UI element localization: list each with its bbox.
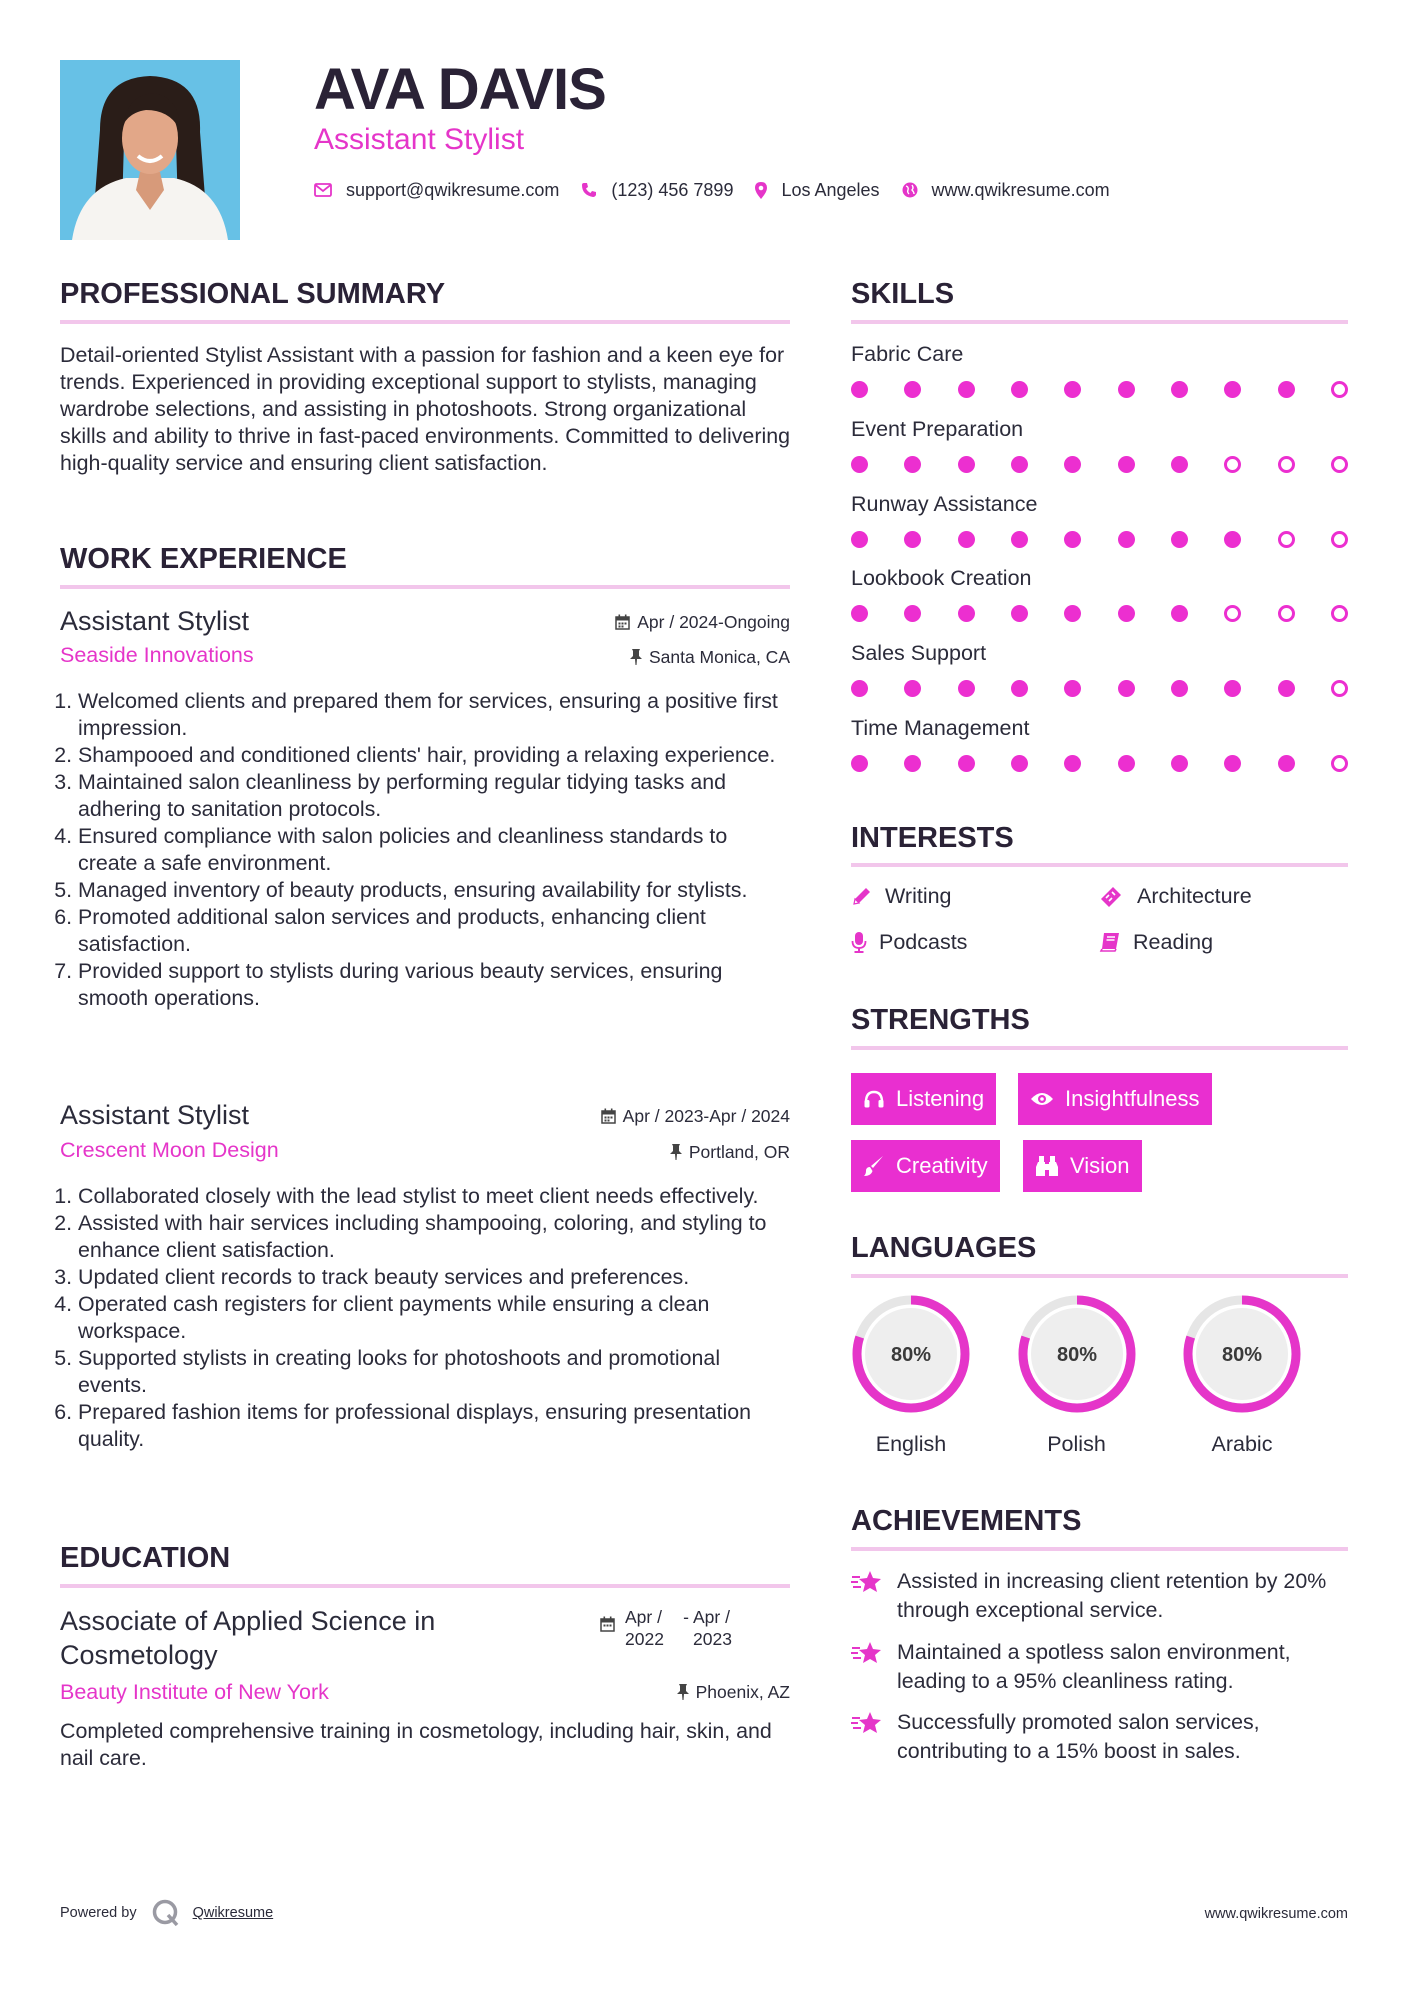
job-location-text: Portland, OR (688, 1142, 790, 1162)
rating-dot-filled (851, 531, 868, 548)
interest-label: Podcasts (879, 930, 968, 954)
interest-item-architecture (1099, 882, 1252, 910)
duty-item: 7. Provided support to stylists during various beauty services, ensuring smooth operations. (78, 958, 790, 1012)
rating-dot-filled (1278, 755, 1295, 772)
duty-item: 3. Maintained salon cleanliness by performing regular tidying tasks and adhering to sanitation protocols. (78, 769, 790, 823)
rating-dot-filled (1171, 680, 1188, 697)
contact-location (755, 180, 879, 201)
book-icon (1099, 931, 1121, 953)
rating-dot-empty (1331, 680, 1348, 697)
rating-dot-filled (1118, 456, 1135, 473)
duty-item: 6. Promoted additional salon services and products, enhancing client satisfaction. (78, 904, 790, 958)
education-heading: EDUCATION (60, 1542, 231, 1574)
rating-dot-filled (1011, 531, 1028, 548)
duty-item: 2. Shampooed and conditioned clients' hair, providing a relaxing experience. (78, 742, 790, 769)
paint-brush-icon (863, 1155, 885, 1177)
calendar-icon (600, 1616, 615, 1632)
job-dates (615, 610, 790, 634)
rating-dot-empty (1331, 531, 1348, 548)
strength-label: Listening (896, 1086, 985, 1111)
language-ring (1181, 1293, 1303, 1415)
language-ring (1016, 1293, 1138, 1415)
contact-location-text: Los Angeles (781, 179, 880, 200)
rating-dot-filled (1011, 605, 1028, 622)
summary-heading: PROFESSIONAL SUMMARY (60, 278, 446, 310)
languages-list (850, 1293, 1347, 1463)
rating-dot-filled (1011, 456, 1028, 473)
rating-dot-empty (1278, 456, 1295, 473)
interests-divider (851, 863, 1348, 867)
globe-icon (902, 182, 918, 198)
skill-row (851, 714, 1348, 772)
skill-rating (851, 680, 1348, 697)
rating-dot-filled (1118, 531, 1135, 548)
duty-item: 5. Managed inventory of beauty products, ensuring availability for stylists. (78, 877, 790, 904)
map-pin-icon (755, 182, 767, 199)
profile-portrait (60, 60, 240, 240)
strengths-divider (851, 1046, 1348, 1050)
rating-dot-filled (958, 605, 975, 622)
achievement-item (851, 1708, 1348, 1766)
brand-link[interactable]: Qwikresume (192, 1905, 274, 1921)
pushpin-icon (630, 649, 642, 665)
duty-item: 4. Operated cash registers for client payments while ensuring a clean workspace. (78, 1291, 790, 1345)
rating-dot-filled (1171, 381, 1188, 398)
star-burst-icon (851, 1710, 883, 1736)
achievements-divider (851, 1547, 1348, 1551)
rating-dot-filled (904, 381, 921, 398)
skill-row (851, 415, 1348, 473)
rating-dot-empty (1331, 605, 1348, 622)
rating-dot-empty (1331, 381, 1348, 398)
strength-label: Vision (1070, 1153, 1130, 1178)
interests-heading: INTERESTS (851, 822, 1014, 854)
headphones-icon (863, 1089, 885, 1109)
skill-name: Lookbook Creation (851, 566, 1032, 591)
pushpin-icon (670, 1144, 682, 1160)
duty-item: 5. Supported stylists in creating looks for photoshoots and promotional events. (78, 1345, 790, 1399)
rating-dot-filled (904, 680, 921, 697)
duty-item: 3. Updated client records to track beauty services and preferences. (78, 1264, 790, 1291)
job-location-text: Santa Monica, CA (648, 647, 790, 667)
contact-bar (314, 176, 1132, 204)
rating-dot-filled (1011, 381, 1028, 398)
strength-tag-insightfulness (1018, 1073, 1212, 1125)
skill-name: Sales Support (851, 641, 987, 666)
envelope-icon (314, 183, 332, 197)
rating-dot-filled (904, 755, 921, 772)
rating-dot-filled (1011, 680, 1028, 697)
duty-item: 2. Assisted with hair services including shampooing, coloring, and styling to enhance client satisfaction. (78, 1210, 790, 1264)
education-end: Apr / 2023 (693, 1607, 732, 1649)
languages-heading: LANGUAGES (851, 1232, 1037, 1264)
skill-row (851, 564, 1348, 622)
rating-dot-filled (1064, 381, 1081, 398)
job-dates (601, 1104, 790, 1128)
education-dates (600, 1606, 747, 1650)
rating-dot-filled (851, 605, 868, 622)
pushpin-icon (677, 1684, 689, 1700)
education-divider (60, 1584, 790, 1588)
job-title: Assistant Stylist (60, 1100, 250, 1130)
job-dates-text: Apr / 2024-Ongoing (637, 612, 790, 632)
contact-email-text: support@qwikresume.com (346, 179, 560, 200)
ruler-pencil-icon (1099, 885, 1125, 907)
rating-dot-filled (1064, 605, 1081, 622)
footer-brand (60, 1898, 273, 1928)
strength-label: Insightfulness (1065, 1086, 1200, 1111)
rating-dot-filled (1064, 680, 1081, 697)
contact-website-text: www.qwikresume.com (931, 179, 1110, 200)
rating-dot-filled (904, 531, 921, 548)
job-duties-list (60, 688, 790, 1012)
skills-heading: SKILLS (851, 278, 955, 310)
rating-dot-filled (958, 755, 975, 772)
language-name: English (875, 1432, 947, 1456)
powered-by-text: Powered by (60, 1905, 137, 1921)
rating-dot-filled (1011, 755, 1028, 772)
skill-row (851, 490, 1348, 548)
education-location-text: Phoenix, AZ (695, 1682, 790, 1702)
rating-dot-filled (1224, 680, 1241, 697)
achievement-item (851, 1567, 1348, 1625)
interest-item-reading (1099, 928, 1213, 956)
skills-divider (851, 320, 1348, 324)
contact-phone[interactable] (581, 180, 733, 201)
skill-name: Runway Assistance (851, 491, 1038, 516)
qwikresume-logo-icon (151, 1898, 181, 1928)
skill-rating (851, 755, 1348, 772)
rating-dot-empty (1224, 605, 1241, 622)
contact-website[interactable] (902, 180, 1110, 201)
rating-dot-empty (1331, 456, 1348, 473)
language-percent: 80% (890, 1344, 932, 1366)
rating-dot-filled (1171, 755, 1188, 772)
rating-dot-filled (1224, 381, 1241, 398)
language-ring (850, 1293, 972, 1415)
rating-dot-filled (958, 680, 975, 697)
strength-tag-listening (851, 1073, 996, 1125)
job-title: Assistant Stylist (60, 606, 250, 636)
contact-phone-text: (123) 456 7899 (611, 179, 734, 200)
rating-dot-filled (1278, 381, 1295, 398)
interest-item-writing (851, 882, 952, 910)
language-name: Arabic (1211, 1432, 1273, 1456)
calendar-icon (615, 614, 630, 630)
date-separator: - (683, 1607, 689, 1627)
duty-item: 1. Collaborated closely with the lead stylist to meet client needs effectively. (78, 1183, 790, 1210)
achievement-item (851, 1638, 1348, 1696)
language-item (850, 1293, 972, 1458)
pencil-icon (851, 885, 873, 907)
rating-dot-filled (1171, 456, 1188, 473)
job-company: Crescent Moon Design (60, 1138, 279, 1162)
skill-row (851, 340, 1348, 398)
strength-label: Creativity (896, 1153, 988, 1178)
job-dates-text: Apr / 2023-Apr / 2024 (622, 1106, 790, 1126)
contact-email[interactable] (314, 180, 559, 201)
strength-tag-creativity (851, 1140, 1000, 1192)
rating-dot-empty (1278, 531, 1295, 548)
rating-dot-filled (1118, 381, 1135, 398)
duty-item: 4. Ensured compliance with salon policies and cleanliness standards to create a safe environment. (78, 823, 790, 877)
language-name: Polish (1047, 1432, 1106, 1456)
skill-name: Event Preparation (851, 416, 1024, 441)
rating-dot-filled (1064, 755, 1081, 772)
calendar-icon (601, 1108, 616, 1124)
rating-dot-filled (1171, 531, 1188, 548)
experience-heading: WORK EXPERIENCE (60, 543, 347, 575)
rating-dot-filled (904, 456, 921, 473)
star-burst-icon (851, 1569, 883, 1595)
rating-dot-filled (1224, 755, 1241, 772)
interest-label: Reading (1133, 930, 1214, 954)
degree-title: Associate of Applied Science in Cosmetology (60, 1606, 436, 1670)
strengths-heading: STRENGTHS (851, 1004, 1030, 1036)
rating-dot-filled (1118, 605, 1135, 622)
eye-icon (1030, 1091, 1054, 1107)
rating-dot-filled (1171, 605, 1188, 622)
language-percent: 80% (1221, 1344, 1263, 1366)
skill-rating (851, 456, 1348, 473)
interest-item-podcasts (851, 928, 967, 956)
rating-dot-filled (958, 531, 975, 548)
rating-dot-filled (851, 755, 868, 772)
interest-label: Writing (885, 884, 952, 908)
rating-dot-empty (1224, 456, 1241, 473)
phone-icon (581, 182, 597, 198)
skill-rating (851, 531, 1348, 548)
skill-rating (851, 605, 1348, 622)
footer-website[interactable]: www.qwikresume.com (1204, 1906, 1348, 1922)
candidate-role: Assistant Stylist (314, 123, 525, 156)
achievements-heading: ACHIEVEMENTS (851, 1505, 1082, 1537)
rating-dot-filled (851, 680, 868, 697)
rating-dot-filled (851, 381, 868, 398)
duty-item: 1. Welcomed clients and prepared them for services, ensuring a positive first impression. (78, 688, 790, 742)
experience-divider (60, 585, 790, 589)
job-location (670, 1140, 790, 1164)
strength-tag-vision (1023, 1140, 1142, 1192)
education-description: Completed comprehensive training in cosmetology, including hair, skin, and nail care. (60, 1719, 772, 1770)
binoculars-icon (1035, 1155, 1059, 1177)
interest-label: Architecture (1137, 884, 1252, 908)
rating-dot-filled (904, 605, 921, 622)
rating-dot-filled (851, 456, 868, 473)
achievement-text: Maintained a spotless salon environment, leading to a 95% cleanliness rating. (897, 1639, 1291, 1693)
rating-dot-empty (1331, 755, 1348, 772)
summary-divider (60, 320, 790, 324)
education-location (677, 1680, 790, 1704)
rating-dot-filled (1278, 680, 1295, 697)
language-percent: 80% (1056, 1344, 1097, 1366)
rating-dot-empty (1278, 605, 1295, 622)
education-start: Apr / 2022 (625, 1607, 664, 1649)
rating-dot-filled (1064, 456, 1081, 473)
languages-divider (851, 1274, 1348, 1278)
microphone-icon (851, 931, 867, 953)
rating-dot-filled (1064, 531, 1081, 548)
profile-photo (60, 60, 240, 240)
summary-text: Detail-oriented Stylist Assistant with a passion for fashion and a keen eye for trends. Experienced in providing exceptional support to stylists, managing wardrobe selections, and assisting in photoshoots. Strong organizational skills and ability to thrive in fast-paced environments. Committed to delivering high-quality service and ensuring client satisfaction. (60, 343, 790, 475)
job-duties-list (60, 1183, 790, 1453)
skill-row (851, 639, 1348, 697)
achievement-text: Assisted in increasing client retention by 20% through exceptional service. (897, 1569, 1327, 1622)
star-burst-icon (851, 1640, 883, 1666)
rating-dot-filled (958, 381, 975, 398)
school-name: Beauty Institute of New York (60, 1680, 329, 1704)
rating-dot-filled (1118, 680, 1135, 697)
skill-name: Fabric Care (851, 342, 964, 366)
rating-dot-filled (1118, 755, 1135, 772)
job-location (630, 645, 790, 669)
rating-dot-filled (958, 456, 975, 473)
candidate-name: AVA DAVIS (314, 57, 606, 122)
duty-item: 6. Prepared fashion items for professional displays, ensuring presentation quality. (78, 1399, 790, 1453)
skill-rating (851, 381, 1348, 398)
skill-name: Time Management (851, 716, 1030, 740)
language-item (1016, 1293, 1138, 1458)
job-company: Seaside Innovations (60, 643, 254, 667)
achievement-text: Successfully promoted salon services, contributing to a 15% boost in sales. (897, 1710, 1260, 1763)
language-item (1181, 1293, 1303, 1458)
rating-dot-filled (1224, 531, 1241, 548)
